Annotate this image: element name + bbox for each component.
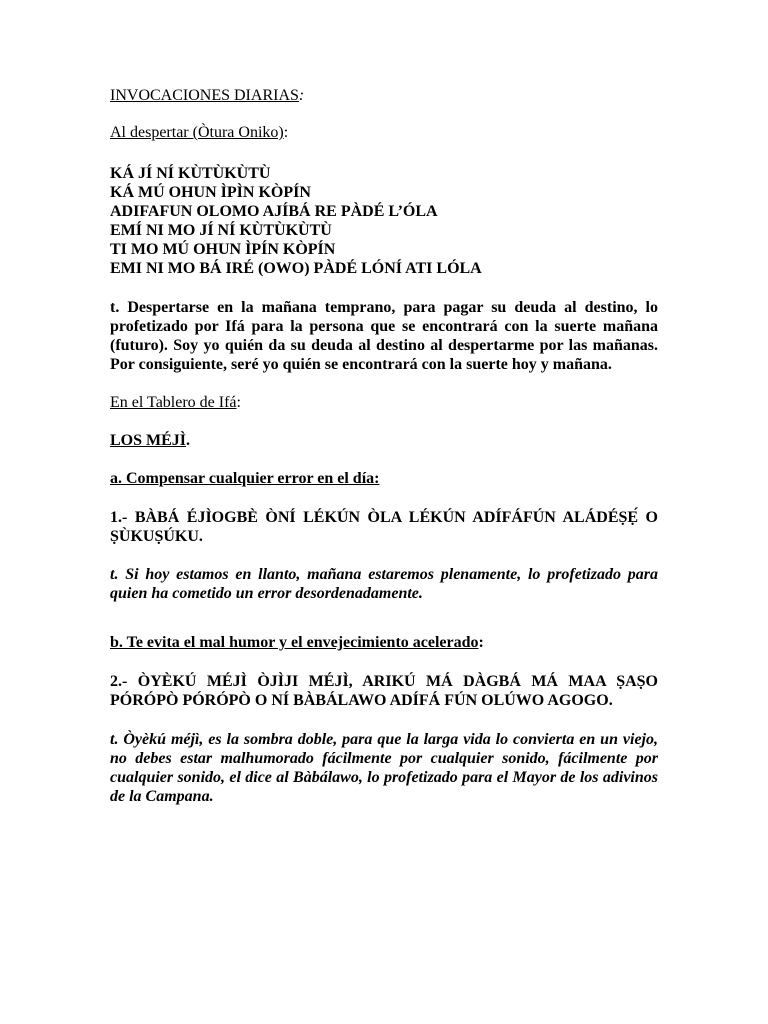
meji-heading: LOS MÉJÌ bbox=[110, 432, 187, 449]
section-heading-text: Al despertar (Òtura Oniko) bbox=[110, 124, 284, 141]
meji-heading-period: . bbox=[186, 432, 191, 449]
translation-b: t. Òyèkú méjì, es la sombra doble, para que la larga vida lo convierta en un viejo, no debes estar malhumorado fácilmente por cualquier sonido, fácilmente por cualquier sonido, el dice al Bàbálawo, lo profetizado para el Mayor de los adivinos de la Campana. bbox=[110, 731, 658, 805]
document-page bbox=[110, 86, 658, 806]
document-title-colon: : bbox=[298, 87, 305, 104]
verse-ejiogbe: 1.- BÀBÁ ÉJÌOGBÈ ÒNÍ LÉKÚN ÒLA LÉKÚN ADÍFÁFÚN ALÁDÉṢẸ́ O ṢÙKUṢÚKU. bbox=[110, 509, 658, 545]
document-title-line bbox=[110, 86, 658, 105]
translation-paragraph: t. Despertarse en la mañana temprano, para pagar su deuda al destino, lo profetizado por Ifá para la persona que se encontrará con la suerte mañana (futuro). Soy yo quién da su deuda al destino al despertarme por las mañanas. Por consiguiente, seré yo quién se encontrará con la suerte hoy y mañana. bbox=[110, 299, 658, 373]
section-heading-tablero bbox=[110, 393, 658, 412]
subheading-b-line bbox=[110, 633, 658, 652]
section-heading-colon: : bbox=[283, 124, 289, 141]
document-title: INVOCACIONES DIARIAS bbox=[110, 87, 299, 104]
section-heading-colon: : bbox=[236, 394, 241, 411]
subheading-b-colon: : bbox=[478, 634, 484, 651]
translation-a: t. Si hoy estamos en llanto, mañana estaremos plenamente, lo profetizado para quien ha cometido un error desordenadamente. bbox=[110, 566, 658, 602]
subheading-a: a. Compensar cualquier error en el día: bbox=[110, 470, 380, 487]
verse-line: KÁ MÚ OHUN ÌPÌN KÒPÍN bbox=[110, 184, 311, 201]
meji-heading-line bbox=[110, 431, 658, 450]
section-heading-text: En el Tablero de Ifá bbox=[110, 394, 237, 411]
verse-line: EMÍ NI MO JÍ NÍ KÙTÙKÙTÙ bbox=[110, 222, 332, 239]
section-heading-al-despertar bbox=[110, 123, 658, 142]
verse-line: EMI NI MO BÁ IRÉ (OWO) PÀDÉ LÓNÍ ATI LÓLA bbox=[110, 260, 482, 277]
verse-line: TI MO MÚ OHUN ÌPÍN KÒPÍN bbox=[110, 241, 336, 258]
verse-line: KÁ JÍ NÍ KÙTÙKÙTÙ bbox=[110, 165, 271, 182]
verse-otura-oniko bbox=[110, 164, 658, 278]
verse-oyeku-meji: 2.- ÒYÈKÚ MÉJÌ ÒJÌJI MÉJÌ, ARIKÚ MÁ DÀGBÁ MÁ MAA ṢAṢO PÓRÓPÒ PÓRÓPÒ O NÍ BÀBÁLAWO ADÍFÁ FÚN OLÚWO AGOGO. bbox=[110, 673, 658, 709]
verse-line: ADIFAFUN OLOMO AJÍBÁ RE PÀDÉ L’ÓLA bbox=[110, 203, 438, 220]
subheading-b: b. Te evita el mal humor y el envejecimiento acelerado bbox=[110, 634, 479, 651]
